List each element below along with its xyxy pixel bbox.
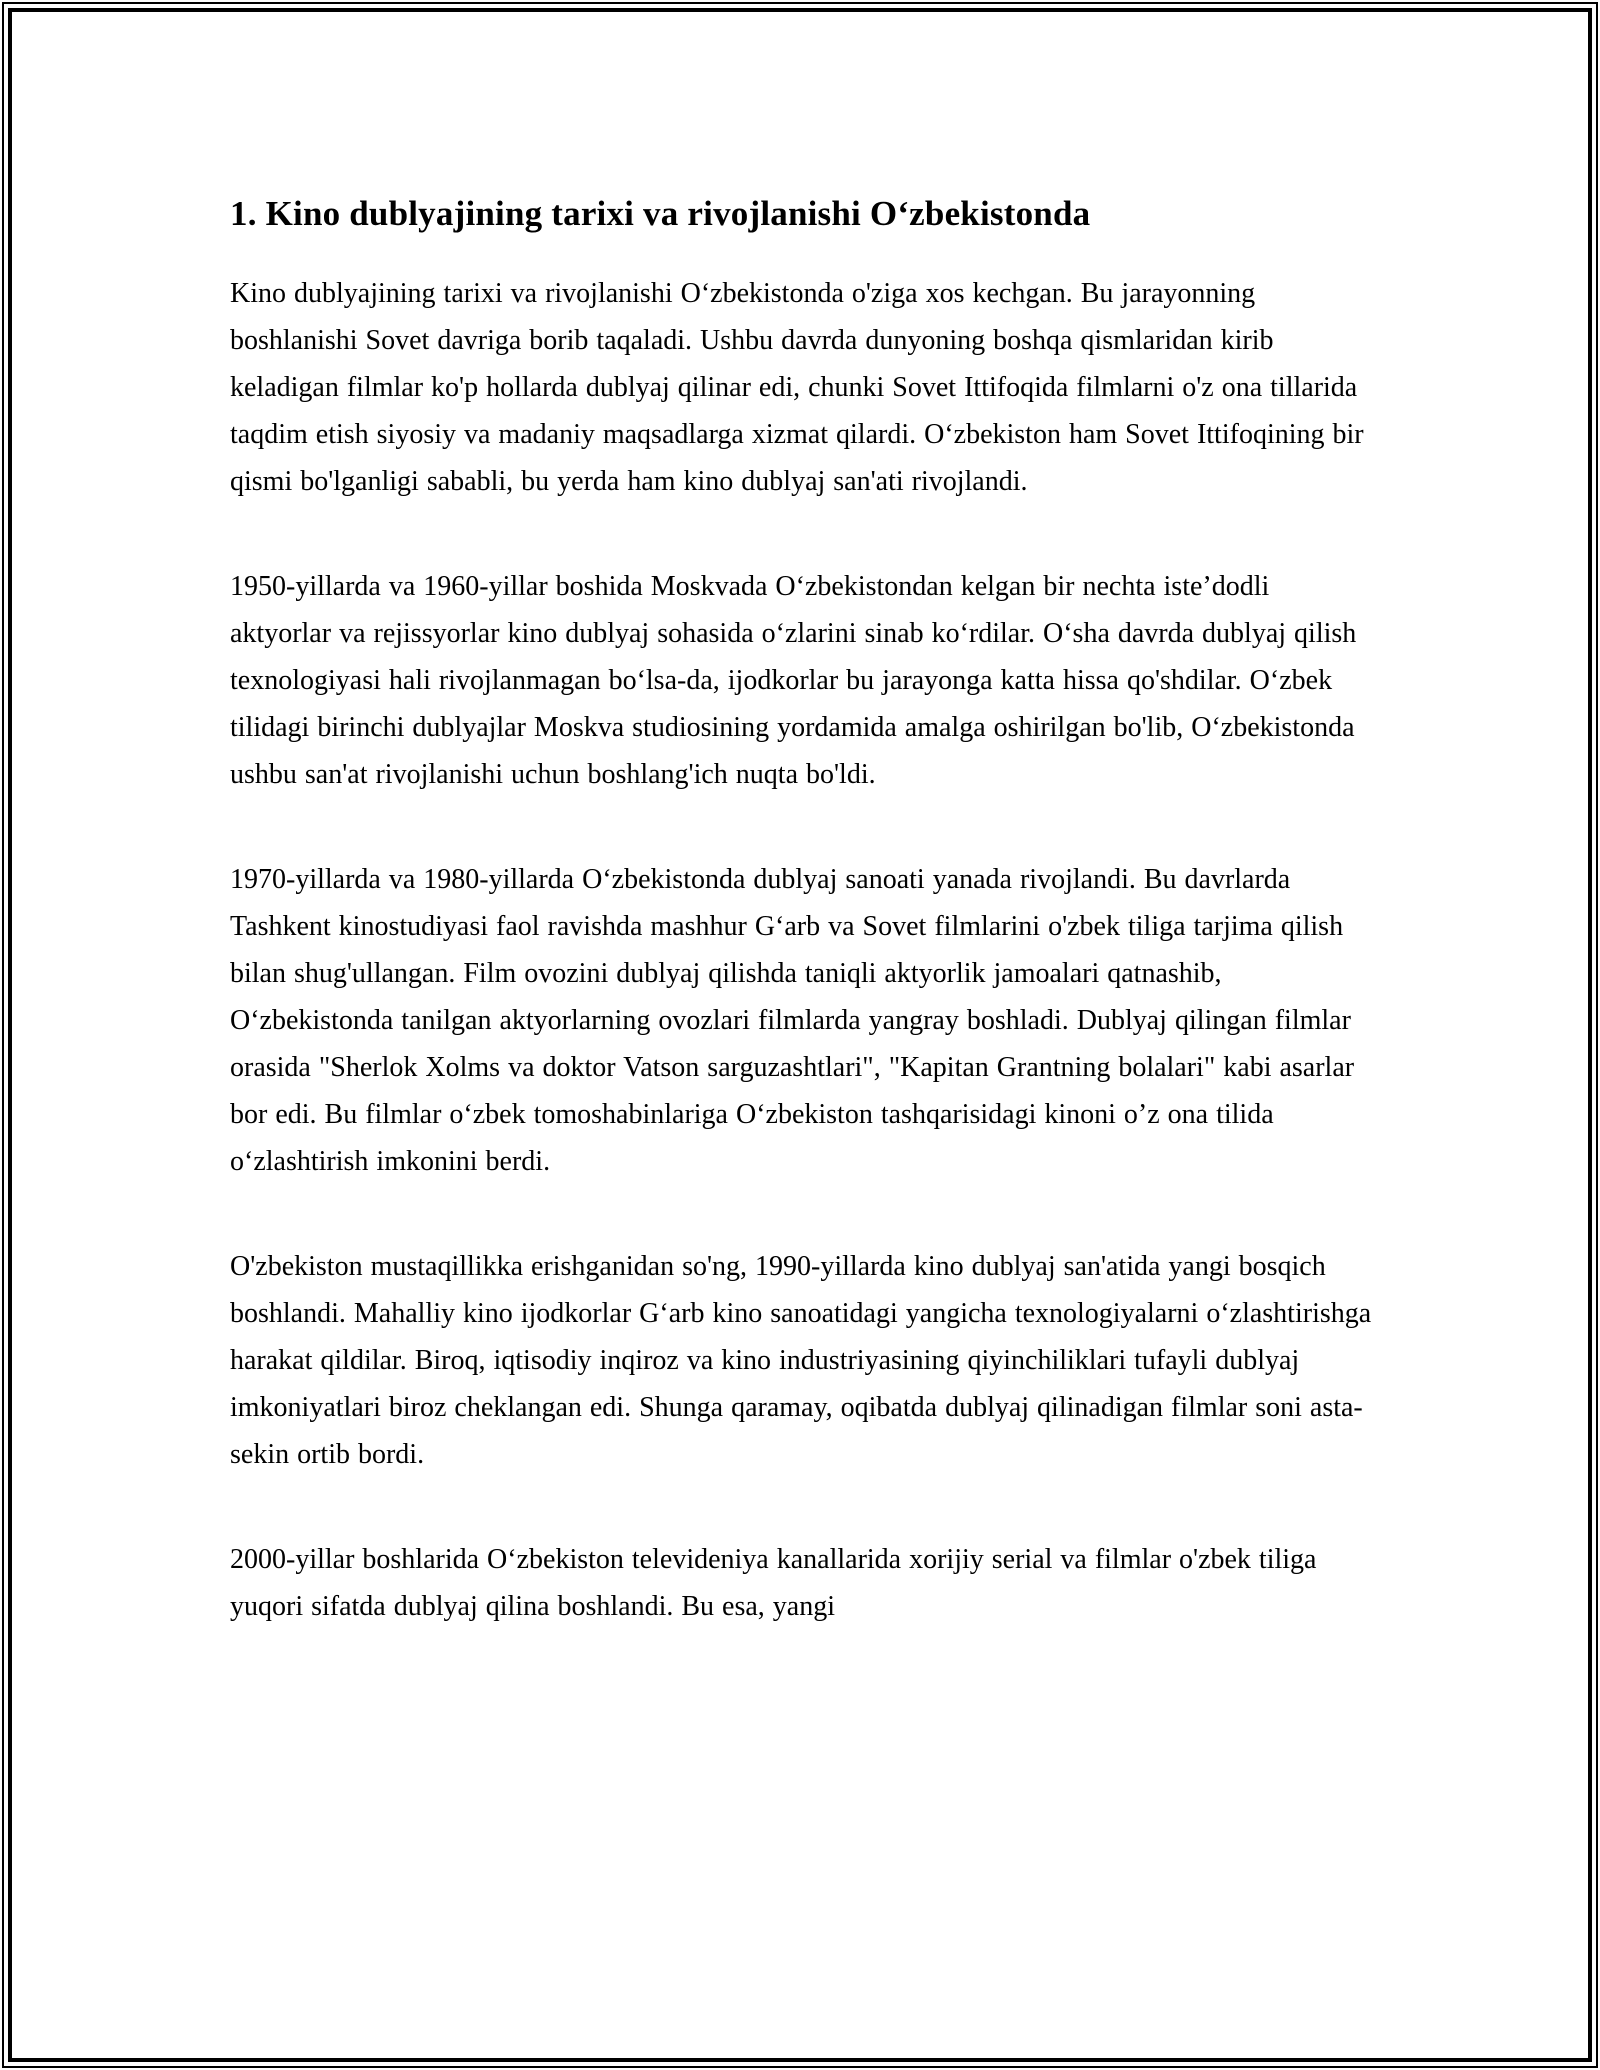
paragraph-2000s: 2000-yillar boshlarida O‘zbekiston televideniya kanallarida xorijiy serial va filmlar o'zbek tiliga yuqori sifatda dublyaj qilina boshlandi. Bu esa, yangi (230, 1544, 1317, 1622)
section-heading: 1. Kino dublyajining tarixi va rivojlanishi O‘zbekistonda (230, 194, 1091, 233)
paragraph-1970s-1980s: 1970-yillarda va 1980-yillarda O‘zbekistonda dublyaj sanoati yanada rivojlandi. Bu davrlarda Tashkent kinostudiyasi faol ravishda mashhur G‘arb va Sovet filmlarini o'zbek tiliga tarjima qilish bilan shug'ullangan. Film ovozini dublyaj qilishda taniqli aktyorlik jamoalari qatnashib, O‘zbekistonda tanilgan aktyorlarning ovozlari filmlarda yangray boshladi. Dublyaj qilingan filmlar orasida "Sherlok Xolms va doktor Vatson sarguzashtlari", "Kapitan Grantning bolalari" kabi asarlar bor edi. Bu filmlar o‘zbek tomoshabinlariga O‘zbekiston tashqarisidagi kinoni o’z ona tilida o‘zlashtirish imkonini berdi. (230, 864, 1355, 1177)
paragraph-1950s-1960s: 1950-yillarda va 1960-yillar boshida Moskvada O‘zbekistondan kelgan bir nechta iste’dodli aktyorlar va rejissyorlar kino dublyaj sohasida o‘zlarini sinab ko‘rdilar. O‘sha davrda dublyaj qilish texnologiyasi hali rivojlanmagan bo‘lsa-da, ijodkorlar bu jarayonga katta hissa qo'shdilar. O‘zbek tilidagi birinchi dublyajlar Moskva studiosining yordamida amalga oshirilgan bo'lib, O‘zbekistonda ushbu san'at rivojlanishi uchun boshlang'ich nuqta bo'ldi. (230, 571, 1357, 790)
paragraph-history-intro: Kino dublyajining tarixi va rivojlanishi O‘zbekistonda o'ziga xos kechgan. Bu jarayonning boshlanishi Sovet davriga borib taqaladi. Ushbu davrda dunyoning boshqa qismlaridan kirib keladigan filmlar ko'p hollarda dublyaj qilinar edi, chunki Sovet Ittifoqida filmlarni o'z ona tillarida taqdim etish siyosiy va madaniy maqsadlarga xizmat qilardi. O‘zbekiston ham Sovet Ittifoqining bir qismi bo'lganligi sababli, bu yerda ham kino dublyaj san'ati rivojlandi. (230, 278, 1364, 497)
document-content (230, 0, 1375, 1688)
paragraph-1990s-independence: O'zbekiston mustaqillikka erishganidan so'ng, 1990-yillarda kino dublyaj san'atida yangi bosqich boshlandi. Mahalliy kino ijodkorlar G‘arb kino sanoatidagi yangicha texnologiyalarni o‘zlashtirishga harakat qildilar. Biroq, iqtisodiy inqiroz va kino industriyasining qiyinchiliklari tufayli dublyaj imkoniyatlari biroz cheklangan edi. Shunga qaramay, oqibatda dublyaj qilinadigan filmlar soni asta-sekin ortib bordi. (230, 1251, 1372, 1470)
